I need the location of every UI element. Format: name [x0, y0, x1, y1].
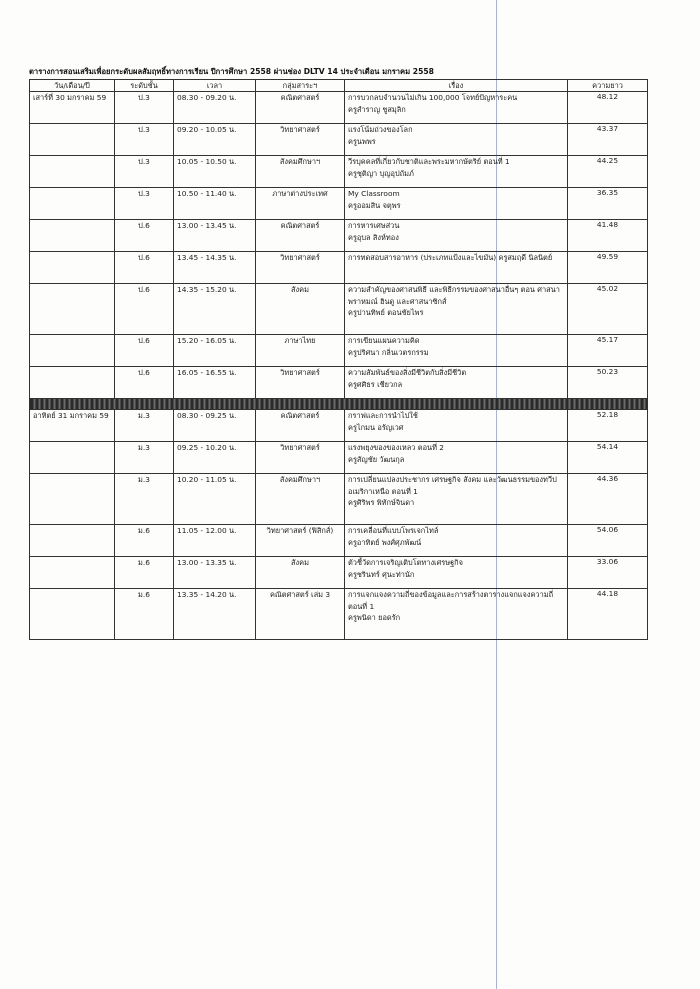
cell-time: 15.20 - 16.05 น. — [174, 335, 256, 367]
cell-level: ป.6 — [115, 220, 174, 252]
topic-line: การเปลี่ยนแปลงประชากร เศรษฐกิจ สังคม และวัฒนธรรมของทวีป — [348, 475, 557, 484]
cell-level: ป.6 — [115, 335, 174, 367]
cell-topic — [345, 335, 568, 367]
cell-time: 13.00 - 13.35 น. — [174, 557, 256, 589]
header-time: เวลา — [174, 80, 256, 92]
cell-topic — [345, 92, 568, 124]
topic-line: ครูนพพร — [348, 136, 376, 146]
cell-topic — [345, 220, 568, 252]
cell-time: 13.00 - 13.45 น. — [174, 220, 256, 252]
cell-time: 13.35 - 14.20 น. — [174, 589, 256, 640]
cell-level: ป.6 — [115, 284, 174, 335]
cell-subject: วิทยาศาสตร์ — [256, 252, 345, 284]
cell-subject: สังคมศึกษาฯ — [256, 156, 345, 188]
cell-length: 49.59 — [568, 252, 648, 284]
header-length: ความยาว — [568, 80, 648, 92]
cell-date: เสาร์ที่ 30 มกราคม 59 — [30, 92, 115, 124]
cell-date — [30, 156, 115, 188]
cell-level: ป.3 — [115, 124, 174, 156]
topic-line: ความสัมพันธ์ของสิ่งมีชีวิตกับสิ่งมีชีวิต — [348, 368, 467, 377]
cell-time: 14.35 - 15.20 น. — [174, 284, 256, 335]
topic-line: ครูสัญชัย วัฒนกุล — [348, 454, 405, 464]
cell-level: ม.3 — [115, 410, 174, 442]
cell-subject: คณิตศาสตร์ — [256, 92, 345, 124]
cell-subject: วิทยาศาสตร์ — [256, 442, 345, 474]
cell-topic — [345, 410, 568, 442]
cell-level: ม.3 — [115, 474, 174, 525]
cell-topic — [345, 442, 568, 474]
topic-line: กราฟและการนำไปใช้ — [348, 411, 418, 420]
cell-length: 54.06 — [568, 525, 648, 557]
table-row — [30, 156, 648, 188]
topic-line: การเขียนแผนความคิด — [348, 336, 420, 345]
cell-time: 08.30 - 09.25 น. — [174, 410, 256, 442]
cell-level: ป.3 — [115, 156, 174, 188]
topic-line: ความสำคัญของศาสนพิธี และพิธีกรรมของศาสนาอื่นๆ ตอน ศาสนา — [348, 285, 560, 294]
schedule-body — [30, 92, 648, 640]
cell-date — [30, 589, 115, 640]
cell-length: 50.23 — [568, 367, 648, 399]
topic-line: ครูพนิดา ยอดรัก — [348, 613, 401, 622]
cell-topic — [345, 188, 568, 220]
cell-topic — [345, 156, 568, 188]
cell-date — [30, 252, 115, 284]
cell-length: 54.14 — [568, 442, 648, 474]
topic-line: ตัวชี้วัดการเจริญเติบโตทางเศรษฐกิจ — [348, 558, 463, 567]
table-row — [30, 367, 648, 399]
cell-subject: ภาษาไทย — [256, 335, 345, 367]
cell-length: 48.12 — [568, 92, 648, 124]
cell-level: ม.6 — [115, 589, 174, 640]
cell-topic — [345, 589, 568, 640]
header-row — [30, 80, 648, 92]
table-row — [30, 188, 648, 220]
cell-date: อาทิตย์ 31 มกราคม 59 — [30, 410, 115, 442]
table-row — [30, 474, 648, 525]
cell-subject: สังคม — [256, 557, 345, 589]
topic-line: ครูสำราญ ชูสมุลิก — [348, 104, 406, 114]
cell-length: 43.37 — [568, 124, 648, 156]
cell-topic — [345, 525, 568, 557]
table-row — [30, 92, 648, 124]
cell-date — [30, 335, 115, 367]
cell-time: 10.05 - 10.50 น. — [174, 156, 256, 188]
cell-level: ป.3 — [115, 188, 174, 220]
cell-time: 08.30 - 09.20 น. — [174, 92, 256, 124]
cell-subject: สังคมศึกษาฯ — [256, 474, 345, 525]
cell-level: ม.6 — [115, 557, 174, 589]
topic-line: การเคลื่อนที่แบบโพรเจกไทล์ — [348, 526, 439, 535]
cell-level: ม.3 — [115, 442, 174, 474]
cell-level: ป.3 — [115, 92, 174, 124]
cell-length: 45.17 — [568, 335, 648, 367]
cell-time: 09.25 - 10.20 น. — [174, 442, 256, 474]
cell-length: 44.36 — [568, 474, 648, 525]
topic-line: อเมริกาเหนือ ตอนที่ 1 — [348, 486, 418, 496]
topic-line: การทดสอบสารอาหาร (ประเภทแป้งและไขมัน) ครูสมฤดี นิลนิตย์ — [348, 253, 553, 262]
cell-time: 11.05 - 12.00 น. — [174, 525, 256, 557]
table-row — [30, 252, 648, 284]
cell-length: 44.18 — [568, 589, 648, 640]
cell-length: 45.02 — [568, 284, 648, 335]
topic-line: ครูปานทิพย์ ตอนชัยไพร — [348, 308, 424, 317]
header-date: วัน/เดือน/ปี — [30, 80, 115, 92]
cell-level: ป.6 — [115, 367, 174, 399]
cell-topic — [345, 284, 568, 335]
header-level: ระดับชั้น — [115, 80, 174, 92]
cell-length: 41.48 — [568, 220, 648, 252]
cell-time: 16.05 - 16.55 น. — [174, 367, 256, 399]
cell-subject: วิทยาศาสตร์ — [256, 124, 345, 156]
header-topic: เรื่อง — [345, 80, 568, 92]
cell-level: ม.6 — [115, 525, 174, 557]
cell-date — [30, 442, 115, 474]
cell-subject: วิทยาศาสตร์ — [256, 367, 345, 399]
topic-line: My Classroom — [348, 189, 400, 198]
topic-line: ตอนที่ 1 — [348, 601, 375, 611]
topic-line: วีรบุคคลที่เกี่ยวกับชาติและพระมหากษัตริย์ ตอนที่ 1 — [348, 157, 510, 166]
topic-line: การแจกแจงความถี่ของข้อมูลและการสร้างตารางแจกแจงความถี่ — [348, 590, 554, 599]
cell-subject: คณิตศาสตร์ เล่ม 3 — [256, 589, 345, 640]
topic-line: แรงพยุงของของเหลว ตอนที่ 2 — [348, 443, 444, 452]
cell-date — [30, 220, 115, 252]
cell-level: ป.6 — [115, 252, 174, 284]
table-row — [30, 335, 648, 367]
cell-time: 10.20 - 11.05 น. — [174, 474, 256, 525]
cell-date — [30, 188, 115, 220]
topic-line: ครูออมสิน จตุพร — [348, 200, 401, 210]
cell-topic — [345, 474, 568, 525]
table-row — [30, 220, 648, 252]
cell-subject: สังคม — [256, 284, 345, 335]
cell-length: 36.35 — [568, 188, 648, 220]
document-title: ตารางการสอนเสริมเพื่อยกระดับผลสัมฤทธิ์ทางการเรียน ปีการศึกษา 2558 ผ่านช่อง DLTV 14 ประจำเดือน มกราคม 2558 — [29, 67, 434, 76]
topic-line: พราหมณ์ ฮินดู และศาสนาซิกส์ — [348, 296, 447, 306]
cell-topic — [345, 252, 568, 284]
cell-date — [30, 367, 115, 399]
cell-topic — [345, 367, 568, 399]
table-row — [30, 284, 648, 335]
cell-date — [30, 525, 115, 557]
topic-line: แรงโน้มถ่วงของโลก — [348, 125, 413, 134]
cell-date — [30, 124, 115, 156]
topic-line: ครูอาทิตย์ พงศ์ศุภพัฒน์ — [348, 537, 422, 547]
cell-date — [30, 284, 115, 335]
table-row — [30, 442, 648, 474]
cell-subject: คณิตศาสตร์ — [256, 220, 345, 252]
header-subject: กลุ่มสาระฯ — [256, 80, 345, 92]
topic-line: ครูปริศนา กลิ่นเวตรกรรม — [348, 347, 429, 357]
topic-line: ครูศศิธร เชียวกล — [348, 379, 403, 389]
cell-topic — [345, 557, 568, 589]
cell-subject: วิทยาศาสตร์ (ฟิสิกส์) — [256, 525, 345, 557]
cell-date — [30, 474, 115, 525]
schedule-table — [29, 79, 648, 640]
topic-line: ครูชุติญา บุญอุปถัมภ์ — [348, 168, 414, 178]
topic-line: การบวกลบจำนวนไม่เกิน 100,000 โจทย์ปัญหาระคน — [348, 93, 518, 102]
cell-length: 44.25 — [568, 156, 648, 188]
topic-line: การหารเศษส่วน — [348, 221, 400, 230]
day-separator-row — [30, 399, 648, 410]
table-row — [30, 557, 648, 589]
cell-date — [30, 557, 115, 589]
topic-line: ครูไกมน อรัญเวศ — [348, 422, 404, 432]
cell-time: 13.45 - 14.35 น. — [174, 252, 256, 284]
cell-subject: คณิตศาสตร์ — [256, 410, 345, 442]
table-row — [30, 525, 648, 557]
table-row — [30, 589, 648, 640]
topic-line: ครูชรินทร์ ศุนะท่านัก — [348, 569, 415, 579]
cell-subject: ภาษาต่างประเทศ — [256, 188, 345, 220]
table-row — [30, 124, 648, 156]
day-separator — [30, 399, 648, 410]
cell-length: 33.06 — [568, 557, 648, 589]
topic-line: ครูศิริพร พิทักษ์จินดา — [348, 498, 415, 507]
topic-line: ครูอุบล สิงห์ทอง — [348, 232, 399, 242]
cell-time: 10.50 - 11.40 น. — [174, 188, 256, 220]
cell-length: 52.18 — [568, 410, 648, 442]
table-row — [30, 410, 648, 442]
cell-time: 09.20 - 10.05 น. — [174, 124, 256, 156]
cell-topic — [345, 124, 568, 156]
